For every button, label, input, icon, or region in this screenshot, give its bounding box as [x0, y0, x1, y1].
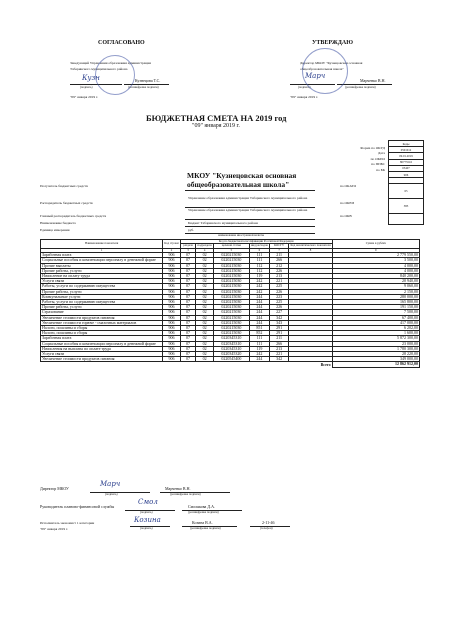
- row-code-line: 906: [163, 253, 180, 258]
- row-podrazdel: 02: [196, 294, 213, 299]
- approval-right-header: УТВЕРЖДАЮ: [312, 40, 354, 46]
- col-header-kbk: Код по бюджетной классификации Российской Федерации: [180, 240, 332, 244]
- footer-exec-signature: Козина: [134, 516, 161, 524]
- row-sum: 191 150,00: [332, 305, 419, 310]
- row-sum: 28 220,00: [332, 352, 419, 357]
- row-vid: 244: [250, 294, 270, 299]
- approval-left-stamp: [95, 55, 135, 95]
- footer-director-signature: Марч: [100, 480, 121, 488]
- footer-finance-sign-hint: (подпись): [140, 510, 153, 514]
- row-name: Социальные пособия и компенсации персоналу в денежной форме: [41, 341, 163, 346]
- row-razdel: 07: [180, 253, 196, 258]
- approval-left-line1: Заведующий Управления образования администрации: [70, 61, 151, 65]
- row-kosgu: 266: [269, 341, 289, 346]
- row-sum: 349 000,00: [332, 357, 419, 362]
- total-label: Всего: [41, 362, 333, 367]
- row-name: Начисления на выплаты по оплате труда: [41, 346, 163, 351]
- row-podrazdel: 02: [196, 279, 213, 284]
- code-okud: 0501012: [389, 147, 424, 153]
- row-sum: 20 940,00: [332, 279, 419, 284]
- row-vid: 244: [250, 300, 270, 305]
- row-name: Услуги связи: [41, 352, 163, 357]
- row-kosgu: 225: [269, 300, 289, 305]
- info-budget-label: Наименование бюджета: [40, 221, 76, 225]
- row-podrazdel: 02: [196, 263, 213, 268]
- approval-right-signature: Марч: [305, 72, 326, 80]
- col-header-target: целевой статьи: [213, 244, 249, 248]
- row-sum: 1 780 300,00: [332, 346, 419, 351]
- row-podrazdel: 02: [196, 258, 213, 263]
- col-number: 4: [196, 248, 213, 252]
- row-kosgu: 226: [269, 305, 289, 310]
- row-target: 0220215030: [213, 263, 249, 268]
- row-vid: 851: [250, 326, 270, 331]
- footer-exec-date: "09" января 2019 г.: [40, 527, 68, 531]
- row-code-line: 906: [163, 320, 180, 325]
- row-razdel: 07: [180, 258, 196, 263]
- code-label-okpo: по ОКПО: [370, 156, 385, 161]
- row-vid: 111: [250, 341, 270, 346]
- row-name: Заработная плата: [41, 336, 163, 341]
- code-okv: [389, 214, 424, 225]
- row-vid: 112: [250, 263, 270, 268]
- row-podrazdel: 02: [196, 253, 213, 258]
- row-name: Заработная плата: [41, 253, 163, 258]
- row-target: 0220215030: [213, 258, 249, 263]
- col-header-vid: вид расходов: [251, 243, 268, 248]
- codes-table: [388, 140, 424, 225]
- code-date: 09.01.2019: [389, 153, 424, 159]
- approval-left-signature: Кузн: [82, 74, 100, 82]
- row-code-line: 906: [163, 258, 180, 263]
- row-podrazdel: 02: [196, 357, 213, 362]
- row-razdel: 07: [180, 284, 196, 289]
- footer-finance-signature: Смол: [138, 498, 158, 506]
- row-code-line: 906: [163, 279, 180, 284]
- row-name: Работы, услуги по содержанию имущества: [41, 284, 163, 289]
- row-name: Начисление на оплату труда: [41, 274, 163, 279]
- row-code-line: 906: [163, 268, 180, 273]
- row-kosgu: 223: [269, 294, 289, 299]
- row-kosgu: 213: [269, 346, 289, 351]
- info-budget-value: Бюджет Табаринского муниципального района: [188, 221, 258, 225]
- row-vid: 852: [250, 331, 270, 336]
- row-target: 0220545400: [213, 357, 249, 362]
- approval-right-date: "09" января 2019 г.: [290, 95, 318, 99]
- col-number: 5: [213, 248, 249, 252]
- approval-left-name: Кузнецова Т.С.: [135, 78, 161, 83]
- row-vid: 244: [250, 305, 270, 310]
- row-podrazdel: 02: [196, 300, 213, 305]
- col-number: 9: [332, 248, 419, 252]
- row-target: 0220345320: [213, 352, 249, 357]
- row-sum: 2 779 550,00: [332, 253, 419, 258]
- row-name: Прочие выплаты: [41, 263, 163, 268]
- row-kosgu: 225: [269, 284, 289, 289]
- row-target: 0220345310: [213, 346, 249, 351]
- row-name: Страхование: [41, 310, 163, 315]
- row-razdel: 07: [180, 310, 196, 315]
- row-target: 0220215030: [213, 289, 249, 294]
- row-podrazdel: 02: [196, 274, 213, 279]
- row-sum: 1 600,00: [332, 331, 419, 336]
- footer-director-label: Директор МКОУ: [40, 486, 69, 491]
- row-code-line: 906: [163, 300, 180, 305]
- info-recipient-label: Получатель бюджетных средств: [40, 184, 88, 188]
- row-code-line: 906: [163, 289, 180, 294]
- row-vid: 111: [250, 258, 270, 263]
- row-podrazdel: 02: [196, 352, 213, 357]
- row-razdel: 07: [180, 268, 196, 273]
- row-code-line: 906: [163, 305, 180, 310]
- col-header-podrazdel: подраздела: [197, 243, 212, 248]
- row-target: 0220215030: [213, 315, 249, 320]
- footer-director-name-hint: (расшифровка подписи): [170, 492, 201, 496]
- row-kosgu: 221: [269, 352, 289, 357]
- row-vid: 111: [250, 336, 270, 341]
- info-manager-label: Распорядитель бюджетных средств: [40, 201, 93, 205]
- info-chief-value: Управление образования администрации Табаринского муниципального района: [188, 208, 308, 212]
- org-name-line2: общеобразовательная школа": [187, 180, 290, 189]
- row-sum: 4 000,00: [332, 268, 419, 273]
- row-razdel: 07: [180, 326, 196, 331]
- footer-director-sign-hint: (подпись): [105, 492, 118, 496]
- row-code-line: 906: [163, 315, 180, 320]
- page-subtitle: "09" января 2019 г.: [192, 123, 240, 129]
- footer-exec-phone: 2-11-46: [262, 520, 275, 525]
- row-name: Налоги, пошлины и сборы: [41, 331, 163, 336]
- page-title: БЮДЖЕТНАЯ СМЕТА НА 2019 год: [146, 113, 287, 123]
- row-kosgu: 343: [269, 320, 289, 325]
- approval-right-line2: общеобразовательная школа": [300, 67, 344, 71]
- row-podrazdel: 02: [196, 284, 213, 289]
- row-sum: 165 800,00: [332, 300, 419, 305]
- row-razdel: 07: [180, 274, 196, 279]
- approval-left-line2: Табаринского муниципального района: [70, 67, 128, 71]
- row-code-line: 906: [163, 274, 180, 279]
- row-kosgu: 266: [269, 258, 289, 263]
- row-vid: 119: [250, 346, 270, 351]
- code-okpo: 80775516: [389, 159, 424, 165]
- row-razdel: 07: [180, 300, 196, 305]
- approval-left-header: СОГЛАСОВАНО: [98, 40, 145, 46]
- col-number: 1: [41, 248, 163, 252]
- code-bk: 906: [389, 171, 424, 177]
- footer-exec-sign-hint: (подпись): [140, 526, 153, 530]
- footer-exec-name-hint: (расшифровка подписи): [190, 526, 221, 530]
- row-code-line: 906: [163, 331, 180, 336]
- row-kosgu: 226: [269, 289, 289, 294]
- col-header-kosgu: КОСГУ: [269, 244, 289, 248]
- row-razdel: 07: [180, 341, 196, 346]
- row-razdel: 07: [180, 346, 196, 351]
- row-sum: 4 000,00: [332, 263, 419, 268]
- org-name-line1: МКОУ "Кузнецовская основная: [187, 171, 297, 180]
- row-name: Работы, услуги по содержанию имущества: [41, 300, 163, 305]
- row-target: 0220345310: [213, 341, 249, 346]
- row-target: 0220345310: [213, 336, 249, 341]
- row-razdel: 07: [180, 263, 196, 268]
- row-sum: 9 060,00: [332, 284, 419, 289]
- row-razdel: 07: [180, 320, 196, 325]
- row-name: Налоги, пошлины и сборы: [41, 326, 163, 331]
- row-vid: 111: [250, 253, 270, 258]
- budget-table: [40, 239, 420, 368]
- row-target: 0220215030: [213, 294, 249, 299]
- row-sum: 280 000,00: [332, 294, 419, 299]
- row-target: 0220215030: [213, 284, 249, 289]
- info-unit-value: руб.: [188, 228, 195, 232]
- row-sum: 7 500,00: [332, 310, 419, 315]
- col-number: 6: [250, 248, 270, 252]
- row-podrazdel: 02: [196, 305, 213, 310]
- row-razdel: 07: [180, 331, 196, 336]
- row-target: 0220215030: [213, 279, 249, 284]
- col-number: 8: [289, 248, 332, 252]
- row-target: 0220215030: [213, 274, 249, 279]
- row-razdel: 07: [180, 289, 196, 294]
- row-vid: 242: [250, 279, 270, 284]
- footer-finance-name: Смолякова Д.А.: [188, 504, 215, 509]
- codes-labels: [305, 140, 385, 174]
- row-podrazdel: 02: [196, 346, 213, 351]
- row-code-line: 906: [163, 346, 180, 351]
- info-chief-code-label: по ОКВ: [340, 214, 352, 218]
- row-podrazdel: 02: [196, 331, 213, 336]
- row-kosgu: 211: [269, 336, 289, 341]
- code-label-date: Дата: [378, 151, 385, 156]
- row-kosgu: 291: [269, 331, 289, 336]
- code-label-ppbs: по ППБС: [371, 162, 385, 167]
- col-number: 2: [163, 248, 180, 252]
- row-code-line: 906: [163, 336, 180, 341]
- row-kosgu: 342: [269, 357, 289, 362]
- row-target: 0220215030: [213, 253, 249, 258]
- approval-left-sign-hint: (подпись): [80, 85, 93, 89]
- row-code-line: 906: [163, 294, 180, 299]
- row-vid: 244: [250, 315, 270, 320]
- row-podrazdel: 02: [196, 315, 213, 320]
- code-ppbs: 03407: [389, 165, 424, 171]
- row-sum: 67 400,00: [332, 315, 419, 320]
- row-target: 0220215030: [213, 326, 249, 331]
- footer-exec-label: Исполнитель экономист 1 категории: [40, 521, 95, 525]
- code-okato: 65: [389, 184, 424, 199]
- row-vid: 244: [250, 320, 270, 325]
- row-kosgu: 227: [269, 310, 289, 315]
- row-name: Услуги связи: [41, 279, 163, 284]
- row-razdel: 07: [180, 315, 196, 320]
- col-header-code-line: Код строки: [163, 240, 180, 249]
- row-code-line: 906: [163, 284, 180, 289]
- row-name: Увеличение стоимости продуктов питания: [41, 357, 163, 362]
- row-vid: 244: [250, 357, 270, 362]
- row-kosgu: 221: [269, 279, 289, 284]
- row-podrazdel: 02: [196, 326, 213, 331]
- row-target: 0220215030: [213, 320, 249, 325]
- info-manager-value: Управление образования администрации Табаринского муниципального района: [188, 196, 308, 200]
- approval-left-date: "09" января 2019 г.: [70, 95, 98, 99]
- row-razdel: 07: [180, 357, 196, 362]
- row-podrazdel: 02: [196, 289, 213, 294]
- codes-header: Коды: [389, 141, 424, 147]
- info-unit-label: Единица измерения: [40, 228, 70, 232]
- code-okei: 383: [389, 199, 424, 214]
- approval-right-sign-hint: (подпись): [298, 85, 311, 89]
- row-name: Прочие работы, услуги: [41, 305, 163, 310]
- row-kosgu: 212: [269, 263, 289, 268]
- row-code-line: 906: [163, 263, 180, 268]
- row-code-line: 906: [163, 326, 180, 331]
- row-name: Социальные пособия и компенсации персоналу в денежной форме: [41, 258, 163, 263]
- col-number: 7: [269, 248, 289, 252]
- row-podrazdel: 02: [196, 268, 213, 273]
- row-target: 0220215030: [213, 310, 249, 315]
- row-kosgu: 342: [269, 315, 289, 320]
- approval-left-name-hint: (расшифровка подписи): [128, 85, 159, 89]
- info-manager-code-label: по ОКЕИ: [340, 201, 355, 205]
- col-header-razdel: раздела: [180, 244, 196, 248]
- row-code-line: 906: [163, 357, 180, 362]
- code-label-okud: Форма по ОКУД: [360, 145, 385, 150]
- row-sum: 6 202,00: [332, 326, 419, 331]
- row-sum: 23 000,00: [332, 341, 419, 346]
- row-name: Прочие работы, услуги: [41, 268, 163, 273]
- row-name: Увеличение стоимости продуктов питания: [41, 315, 163, 320]
- footer-exec-name: Козина В.А.: [192, 520, 213, 525]
- info-recipient-code-label: по ОКАТО: [340, 184, 357, 188]
- approval-right-name: Марченко В.Н.: [360, 78, 386, 83]
- code-label-bk: по БК: [376, 167, 385, 172]
- row-target: 0220215030: [213, 305, 249, 310]
- row-sum: 840 200,00: [332, 274, 419, 279]
- row-target: 0220215030: [213, 268, 249, 273]
- row-vid: 242: [250, 352, 270, 357]
- row-kosgu: 213: [269, 274, 289, 279]
- row-sum: 3 500,00: [332, 258, 419, 263]
- col-header-dop: Код аналитического показателя: [290, 243, 331, 248]
- row-target: 0220215030: [213, 300, 249, 305]
- row-vid: 242: [250, 289, 270, 294]
- row-sum: 2 150,00: [332, 289, 419, 294]
- row-podrazdel: 02: [196, 310, 213, 315]
- col-number: 3: [180, 248, 196, 252]
- row-razdel: 07: [180, 352, 196, 357]
- row-podrazdel: 02: [196, 320, 213, 325]
- row-razdel: 07: [180, 336, 196, 341]
- row-podrazdel: 02: [196, 341, 213, 346]
- row-vid: 119: [250, 274, 270, 279]
- footer-director-name: Марченко В.Н.: [165, 486, 191, 491]
- col-header-name: Наименование показателя: [41, 240, 163, 249]
- footer-exec-phone-hint: (телефон): [260, 526, 273, 530]
- row-target: 0220215030: [213, 331, 249, 336]
- total-value: 12 862 912,00: [332, 362, 419, 367]
- row-kosgu: 211: [269, 253, 289, 258]
- approval-right-line1: Директор МКОУ "Кузнецовская основная: [300, 61, 363, 65]
- row-kosgu: 226: [269, 268, 289, 273]
- footer-finance-label: Руководитель планово-финансовой службы: [40, 504, 115, 509]
- row-razdel: 07: [180, 279, 196, 284]
- row-code-line: 906: [163, 310, 180, 315]
- row-kosgu: 291: [269, 326, 289, 331]
- row-razdel: 07: [180, 305, 196, 310]
- row-sum: 417 000,00: [332, 320, 419, 325]
- row-name: Прочие работы, услуги: [41, 289, 163, 294]
- info-chief-label: Главный распорядитель бюджетных средств: [40, 214, 107, 218]
- row-code-line: 906: [163, 352, 180, 357]
- approval-right-stamp: [302, 48, 348, 94]
- row-vid: 112: [250, 268, 270, 273]
- approval-right-name-hint: (расшифровка подписи): [345, 85, 376, 89]
- row-code-line: 906: [163, 341, 180, 346]
- row-podrazdel: 02: [196, 336, 213, 341]
- row-vid: 242: [250, 284, 270, 289]
- row-name: Коммунальные услуги: [41, 294, 163, 299]
- col-header-sum: Сумма в рублях: [332, 240, 419, 249]
- row-vid: 244: [250, 310, 270, 315]
- row-razdel: 07: [180, 294, 196, 299]
- table-top-note: наименование иностранной валюты: [218, 233, 265, 237]
- row-name: Увеличение стоимости горюче - смазочных материалов: [41, 320, 163, 325]
- footer-finance-name-hint: (расшифровка подписи): [188, 510, 219, 514]
- row-sum: 5 872 300,00: [332, 336, 419, 341]
